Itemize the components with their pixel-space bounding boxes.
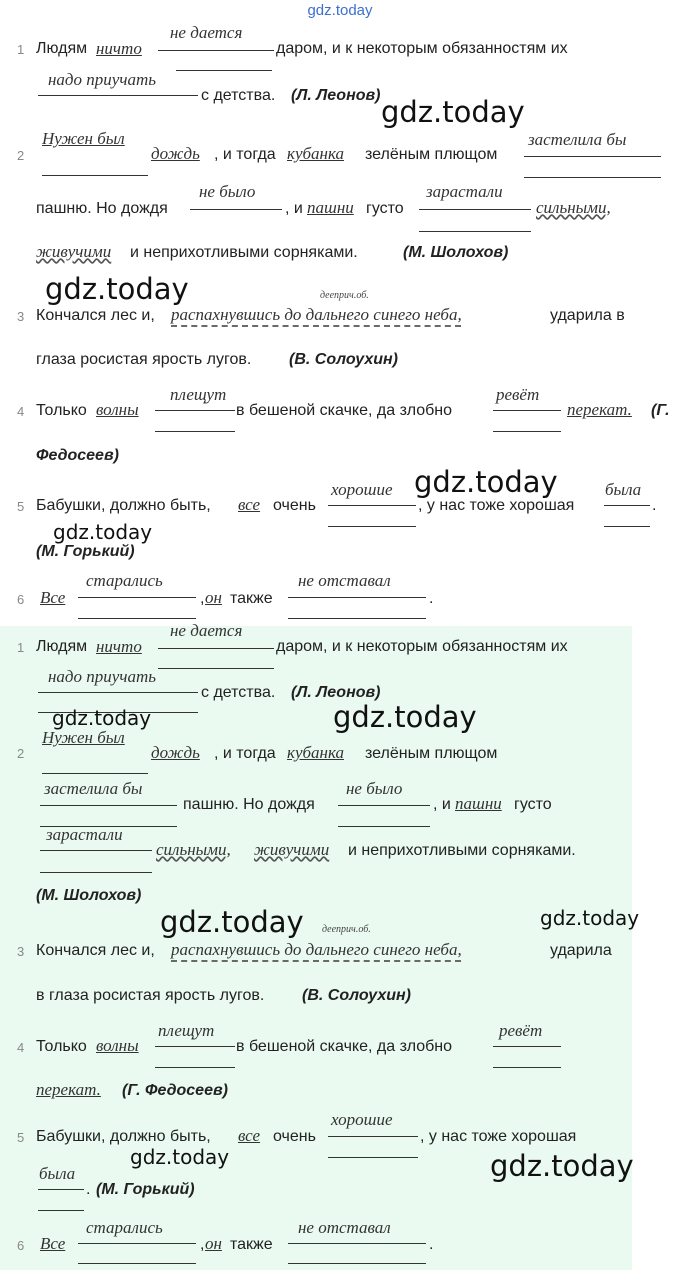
- item-number: 5: [17, 1130, 25, 1145]
- answer-line: [158, 648, 274, 649]
- label-ne-bylo: не было: [199, 182, 256, 201]
- answer-line: [155, 1046, 235, 1047]
- answer-line: [38, 95, 198, 96]
- word-nichto: ничто: [96, 39, 142, 58]
- author-soloukhin: (В. Солоухин): [289, 351, 398, 368]
- word-comma-i: , и: [285, 200, 303, 217]
- word-lyudyam: Людям: [36, 638, 88, 655]
- label-nuzhen-byl: Нужен был: [42, 728, 125, 747]
- answer-line: [338, 826, 430, 827]
- answer-line: [78, 597, 196, 598]
- author-leonov: (Л. Леонов): [291, 684, 381, 701]
- answer-line: [493, 1046, 561, 1047]
- label-ne-daetsya: не дается: [170, 23, 243, 42]
- word-comma: ,: [200, 590, 205, 607]
- item-number: 1: [17, 640, 25, 655]
- watermark: gdz.today: [490, 1149, 634, 1183]
- word-kubanka: кубанка: [287, 144, 345, 163]
- label-khoroshie: хорошие: [331, 480, 393, 499]
- word-vse: все: [238, 1126, 261, 1145]
- word-pashni: пашни: [455, 794, 502, 813]
- watermark: gdz.today: [160, 905, 304, 939]
- answer-line: [288, 618, 426, 619]
- word-dozhd: дождь: [151, 743, 200, 762]
- word-i-togda: , и тогда: [214, 146, 276, 163]
- answer-line: [524, 156, 661, 157]
- answer-line: [38, 1189, 84, 1190]
- answer-line: [288, 597, 426, 598]
- answer-line: [328, 526, 416, 527]
- word-tolko: Только: [36, 402, 87, 419]
- answer-line: [40, 872, 152, 873]
- word-raspakhnuvshis: распахнувшись до дальнего синего неба,: [171, 940, 462, 959]
- item-number: 6: [17, 592, 25, 607]
- word-lyudyam: Людям: [36, 40, 88, 57]
- label-revet: ревёт: [496, 385, 540, 404]
- word-s-detstva: с детства.: [201, 684, 276, 701]
- label-pleshchut: плещут: [158, 1021, 215, 1040]
- answer-line: [38, 1210, 84, 1211]
- label-ne-otstaval: не отставал: [298, 1218, 391, 1237]
- word-i-togda: , и тогда: [214, 745, 276, 762]
- word-period: .: [652, 497, 657, 514]
- label-nuzhen-byl: Нужен был: [42, 129, 125, 148]
- word-neprikhotl: и неприхотливыми сорняками.: [348, 842, 576, 859]
- word-perekat: перекат.: [36, 1080, 101, 1099]
- item-number: 3: [17, 309, 25, 324]
- label-deeprich: дееприч.об.: [322, 924, 371, 935]
- answer-line: [328, 1157, 418, 1158]
- item-number: 4: [17, 404, 25, 419]
- word-vse: все: [238, 495, 261, 514]
- label-revet: ревёт: [499, 1021, 543, 1040]
- word-v-glaza: в глаза росистая ярость лугов.: [36, 987, 265, 1004]
- word-period: .: [429, 1236, 434, 1253]
- label-staralis: старались: [86, 571, 163, 590]
- word-period: .: [429, 590, 434, 607]
- answer-line: [176, 70, 272, 71]
- answer-line: [38, 692, 198, 693]
- word-pashnyu: пашню. Но дождя: [183, 796, 315, 813]
- word-s-detstva: с детства.: [201, 87, 276, 104]
- answer-line: [158, 668, 274, 669]
- author-sholokhov: (М. Шолохов): [403, 244, 509, 261]
- label-byla: была: [605, 480, 642, 499]
- word-vse-cap: Все: [40, 1234, 66, 1253]
- word-babushki: Бабушки, должно быть,: [36, 1128, 211, 1145]
- word-perekat: перекат.: [567, 400, 632, 419]
- author-leonov: (Л. Леонов): [291, 87, 381, 104]
- answer-line: [40, 850, 152, 851]
- word-vse-cap: Все: [40, 588, 66, 607]
- answer-line: [604, 505, 650, 506]
- answer-line: [40, 805, 177, 806]
- word-darom: даром, и к некоторым обязанностям их: [276, 40, 568, 57]
- label-pleshchut: плещут: [170, 385, 227, 404]
- word-gusto: густо: [366, 200, 404, 217]
- author-fedoseev-part: (Г.: [651, 402, 670, 419]
- word-comma: ,: [200, 1236, 205, 1253]
- word-pashnyu: пашню. Но дождя: [36, 200, 168, 217]
- item-number: 2: [17, 746, 25, 761]
- label-deeprich: дееприч.об.: [320, 290, 369, 301]
- word-konchalsya: Кончался лес и,: [36, 942, 155, 959]
- word-on: он: [205, 1234, 222, 1253]
- word-udarila-v: ударила в: [550, 307, 625, 324]
- watermark: gdz.today: [130, 1145, 230, 1169]
- watermark: gdz.today: [333, 700, 477, 734]
- word-zhivuchimi: живучими: [254, 840, 330, 859]
- site-header[interactable]: gdz.today: [307, 2, 373, 19]
- author-gorky: (М. Горький): [36, 543, 135, 560]
- word-babushki: Бабушки, должно быть,: [36, 497, 211, 514]
- word-raspakhnuvshis: распахнувшись до дальнего синего неба,: [171, 305, 462, 324]
- answer-line: [42, 175, 148, 176]
- label-ne-otstaval: не отставал: [298, 571, 391, 590]
- answer-line: [190, 209, 282, 210]
- word-takzhe: также: [230, 590, 273, 607]
- watermark: gdz.today: [540, 906, 640, 930]
- answer-line: [604, 526, 650, 527]
- word-v-beshenoy: в бешеной скачке, да злобно: [236, 1038, 453, 1055]
- label-nado-priuchat: надо приучать: [48, 667, 156, 686]
- word-on: он: [205, 588, 222, 607]
- word-neprikhotl: и неприхотливыми сорняками.: [130, 244, 358, 261]
- item-number: 5: [17, 499, 25, 514]
- answer-line: [78, 1263, 196, 1264]
- word-u-nas: , у нас тоже хорошая: [418, 497, 575, 514]
- word-nichto: ничто: [96, 637, 142, 656]
- word-takzhe: также: [230, 1236, 273, 1253]
- label-khoroshie: хорошие: [331, 1110, 393, 1129]
- answer-line: [419, 231, 531, 232]
- watermark: gdz.today: [414, 465, 558, 499]
- answer-line: [155, 431, 235, 432]
- label-zarastali: зарастали: [46, 825, 123, 844]
- answer-line: [42, 773, 148, 774]
- answer-line: [78, 1243, 196, 1244]
- label-staralis: старались: [86, 1218, 163, 1237]
- answer-line: [493, 431, 561, 432]
- item-number: 6: [17, 1238, 25, 1253]
- author-fedoseev: Федосеев): [36, 447, 119, 464]
- answer-line: [328, 505, 416, 506]
- answer-line: [288, 1263, 426, 1264]
- label-zarastali: зарастали: [426, 182, 503, 201]
- watermark: gdz.today: [53, 520, 153, 544]
- answer-line: [288, 1243, 426, 1244]
- answer-line: [524, 177, 661, 178]
- word-pashni: пашни: [307, 198, 354, 217]
- word-tolko: Только: [36, 1038, 87, 1055]
- item-number: 3: [17, 944, 25, 959]
- word-v-beshenoy: в бешеной скачке, да злобно: [236, 402, 453, 419]
- item-number: 1: [17, 42, 25, 57]
- author-soloukhin: (В. Солоухин): [302, 987, 411, 1004]
- word-darom: даром, и к некоторым обязанностям их: [276, 638, 568, 655]
- answer-line: [493, 410, 561, 411]
- item-number: 2: [17, 148, 25, 163]
- word-kubanka: кубанка: [287, 743, 345, 762]
- author-fedoseev: (Г. Федосеев): [122, 1082, 228, 1099]
- word-silnymi: сильными,: [536, 198, 611, 217]
- watermark: gdz.today: [45, 272, 189, 306]
- word-silnymi: сильными,: [156, 840, 231, 859]
- answer-line: [155, 1067, 235, 1068]
- label-ne-bylo: не было: [346, 779, 403, 798]
- answer-line: [419, 209, 531, 210]
- label-zastelila-by: застелила бы: [44, 779, 143, 798]
- answer-line: [493, 1067, 561, 1068]
- label-nado-priuchat: надо приучать: [48, 70, 156, 89]
- label-ne-daetsya: не дается: [170, 621, 243, 640]
- word-period: .: [86, 1181, 91, 1198]
- word-volny: волны: [96, 400, 139, 419]
- word-zhivuchimi: живучими: [36, 242, 112, 261]
- word-glaza: глаза росистая ярость лугов.: [36, 351, 252, 368]
- word-ochen: очень: [273, 1128, 316, 1145]
- author-sholokhov: (М. Шолохов): [36, 887, 142, 904]
- word-gusto: густо: [514, 796, 552, 813]
- answer-line: [158, 50, 274, 51]
- author-gorky: (М. Горький): [96, 1181, 195, 1198]
- answer-line: [155, 410, 235, 411]
- word-konchalsya: Кончался лес и,: [36, 307, 155, 324]
- watermark: gdz.today: [381, 95, 525, 129]
- item-number: 4: [17, 1040, 25, 1055]
- answer-line: [78, 618, 196, 619]
- word-zelenym: зелёным плющом: [365, 745, 498, 762]
- word-volny: волны: [96, 1036, 139, 1055]
- answer-line: [328, 1136, 418, 1137]
- label-byla: была: [39, 1164, 76, 1183]
- watermark: gdz.today: [52, 706, 152, 730]
- word-dozhd: дождь: [151, 144, 200, 163]
- word-comma-i: , и: [433, 796, 451, 813]
- word-udarila: ударила: [550, 942, 612, 959]
- label-zastelila-by: застелила бы: [528, 130, 627, 149]
- answer-line: [338, 805, 430, 806]
- word-zelenym: зелёным плющом: [365, 146, 498, 163]
- word-ochen: очень: [273, 497, 316, 514]
- word-u-nas: , у нас тоже хорошая: [420, 1128, 577, 1145]
